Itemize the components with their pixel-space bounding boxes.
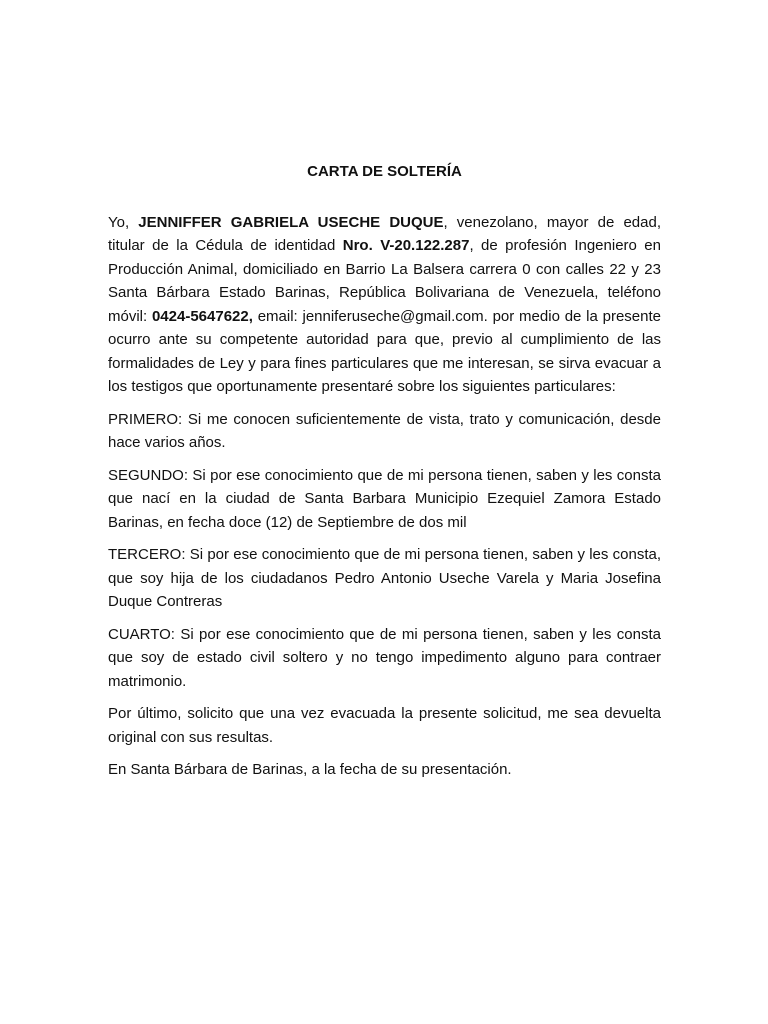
document-title: CARTA DE SOLTERÍA — [307, 163, 462, 180]
applicant-name: JENNIFFER GABRIELA USECHE DUQUE — [138, 213, 444, 231]
id-number: Nro. V-20.122.287 — [342, 237, 470, 254]
intro-text-3: , de profesión Ingeniero en Producción Animal, domiciliado en Barrio La Balsera carrera 0 con calles 22 y 23 Santa Bárbara Estado Barinas, República Bolivariana de Venezuela, teléfono móvil: — [108, 237, 661, 325]
document-page — [108, 160, 661, 791]
paragraph-cierre: En Santa Bárbara de Barinas, a la fecha de su presentación. — [108, 761, 512, 778]
intro-paragraph — [108, 211, 661, 399]
paragraph-tercero: TERCERO: Si por ese conocimiento que de mi persona tienen, saben y les consta, que soy hija de los ciudadanos Pedro Antonio Useche Varela y Maria Josefina Duque Contreras — [108, 546, 661, 610]
paragraph-ultimo: Por último, solicito que una vez evacuada la presente solicitud, me sea devuelta original con sus resultas. — [108, 705, 661, 746]
intro-text-4: email: jenniferuseche@gmail.com. por medio de la presente ocurro ante su competente autoridad para que, previo al cumplimiento de las formalidades de Ley y para fines particulares que me interesan, se sirva evacuar a los testigos que oportunamente presentaré sobre los siguientes particulares: — [108, 307, 662, 395]
intro-text-1: Yo, — [108, 213, 139, 231]
paragraph-segundo: SEGUNDO: Si por ese conocimiento que de mi persona tienen, saben y les consta que nací en la ciudad de Santa Barbara Municipio Ezequiel Zamora Estado Barinas, en fecha doce (12) de Septiembre de dos mil — [108, 466, 661, 531]
intro-text-2: , venezolano, mayor de edad, titular de la Cédula de identidad — [108, 213, 661, 254]
phone-number: 0424-5647622, — [151, 307, 253, 325]
paragraph-cuarto: CUARTO: Si por ese conocimiento que de mi persona tienen, saben y les consta que soy de estado civil soltero y no tengo impedimento alguno para contraer matrimonio. — [108, 625, 661, 690]
paragraph-primero: PRIMERO: Si me conocen suficientemente de vista, trato y comunicación, desde hace varios años. — [108, 410, 661, 451]
